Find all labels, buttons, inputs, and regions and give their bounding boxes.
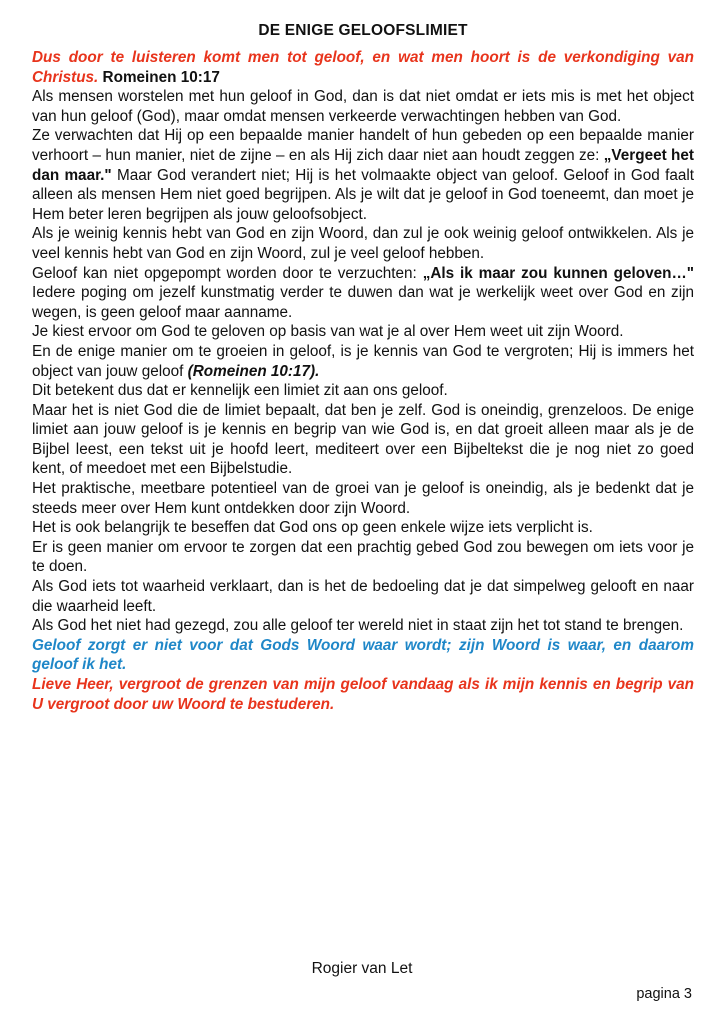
page-title: DE ENIGE GELOOFSLIMIET [258,22,468,39]
paragraph-3: Als je weinig kennis hebt van God en zijn Woord, dan zul je ook weinig geloof ontwikkelen. Als je veel kennis hebt van God en zijn Woord, zul je veel geloof hebben. [32,225,694,262]
blue-statement: Geloof zorgt er niet voor dat Gods Woord waar wordt; zijn Woord is waar, en daarom geloof ik het. [32,636,694,674]
paragraph-13: Als God het niet had gezegd, zou alle geloof ter wereld niet in staat zijn het tot stand te brengen. [32,617,684,635]
paragraph-4-quote: „Als ik maar zou kunnen geloven…" [422,264,694,282]
paragraph-2-quote: „Vergeet het dan maar." [32,146,694,184]
paragraph-6-reference: (Romeinen 10:17). [187,362,320,380]
intro-verse-text: Dus door te luisteren komt men tot geloof, en wat men hoort is de verkondiging van Christus. [32,49,694,86]
intro-verse-reference: Romeinen 10:17 [102,68,220,86]
paragraph-2-part-b: Maar God verandert niet; Hij is het volmaakte object van geloof. Geloof in God faalt alleen als mensen Hem niet goed begrijpen. Als je wilt dat je geloof in God toeneemt, dan moet je Hem beter leren begrijpen als jouw geloofsobject. [32,166,694,223]
paragraph-7: Dit betekent dus dat er kennelijk een limiet zit aan ons geloof. [32,382,448,400]
paragraph-1: Als mensen worstelen met hun geloof in God, dan is dat niet omdat er iets mis is met het object van hun geloof (God), maar omdat mensen verkeerde verwachtingen hebben van God. [32,88,694,125]
paragraph-12: Als God iets tot waarheid verklaart, dan is het de bedoeling dat je dat simpelweg gelooft en naar die waarheid leeft. [32,578,694,615]
paragraph-2-part-a: Ze verwachten dat Hij op een bepaalde manier handelt of hun gebeden op een bepaalde manier verhoort – hun manier, niet de zijne – en als Hij zich daar niet aan houdt zeggen ze: [32,127,694,164]
paragraph-4 [32,264,694,323]
intro-verse [32,48,694,87]
paragraph-8: Maar het is niet God die de limiet bepaalt, dat ben je zelf. God is oneindig, grenzeloos. De enige limiet aan jouw geloof is je kennis en begrip van wie God is, en dat groeit alleen maar als je de Bijbel leest, een tekst uit je hoofd leert, mediteert over een Bijbeltekst die je nog niet zo goed kent, of meedoet met een Bijbelstudie. [32,401,694,478]
paragraph-6-part-a: En de enige manier om te groeien in geloof, is je kennis van God te vergroten; Hij is immers het object van jouw geloof [32,342,694,380]
article-body [32,48,694,714]
paragraph-11: Er is geen manier om ervoor te zorgen dat een prachtig gebed God zou bewegen om iets voor je te doen. [32,538,694,576]
page-number: pagina 3 [636,986,692,1002]
paragraph-4-part-a: Geloof kan niet opgepompt worden door te verzuchten: [32,264,423,282]
paragraph-9: Het praktische, meetbare potentieel van de groei van je geloof is oneindig, als je bedenkt dat je steeds meer over Hem kunt ontdekken door zijn Woord. [32,480,694,517]
closing-prayer: Lieve Heer, vergroot de grenzen van mijn geloof vandaag als ik mijn kennis en begrip van U vergroot door uw Woord te bestuderen. [32,676,694,713]
paragraph-2 [32,126,694,224]
paragraph-6 [32,342,694,381]
paragraph-10: Het is ook belangrijk te beseffen dat God ons op geen enkele wijze iets verplicht is. [32,519,593,537]
paragraph-4-part-b: Iedere poging om jezelf kunstmatig verder te duwen dan wat je werkelijk weet over God en zijn wegen, is geen geloof maar aanname. [32,284,694,321]
author-name: Rogier van Let [311,960,413,977]
paragraph-5: Je kiest ervoor om God te geloven op basis van wat je al over Hem weet uit zijn Woord. [32,323,624,341]
